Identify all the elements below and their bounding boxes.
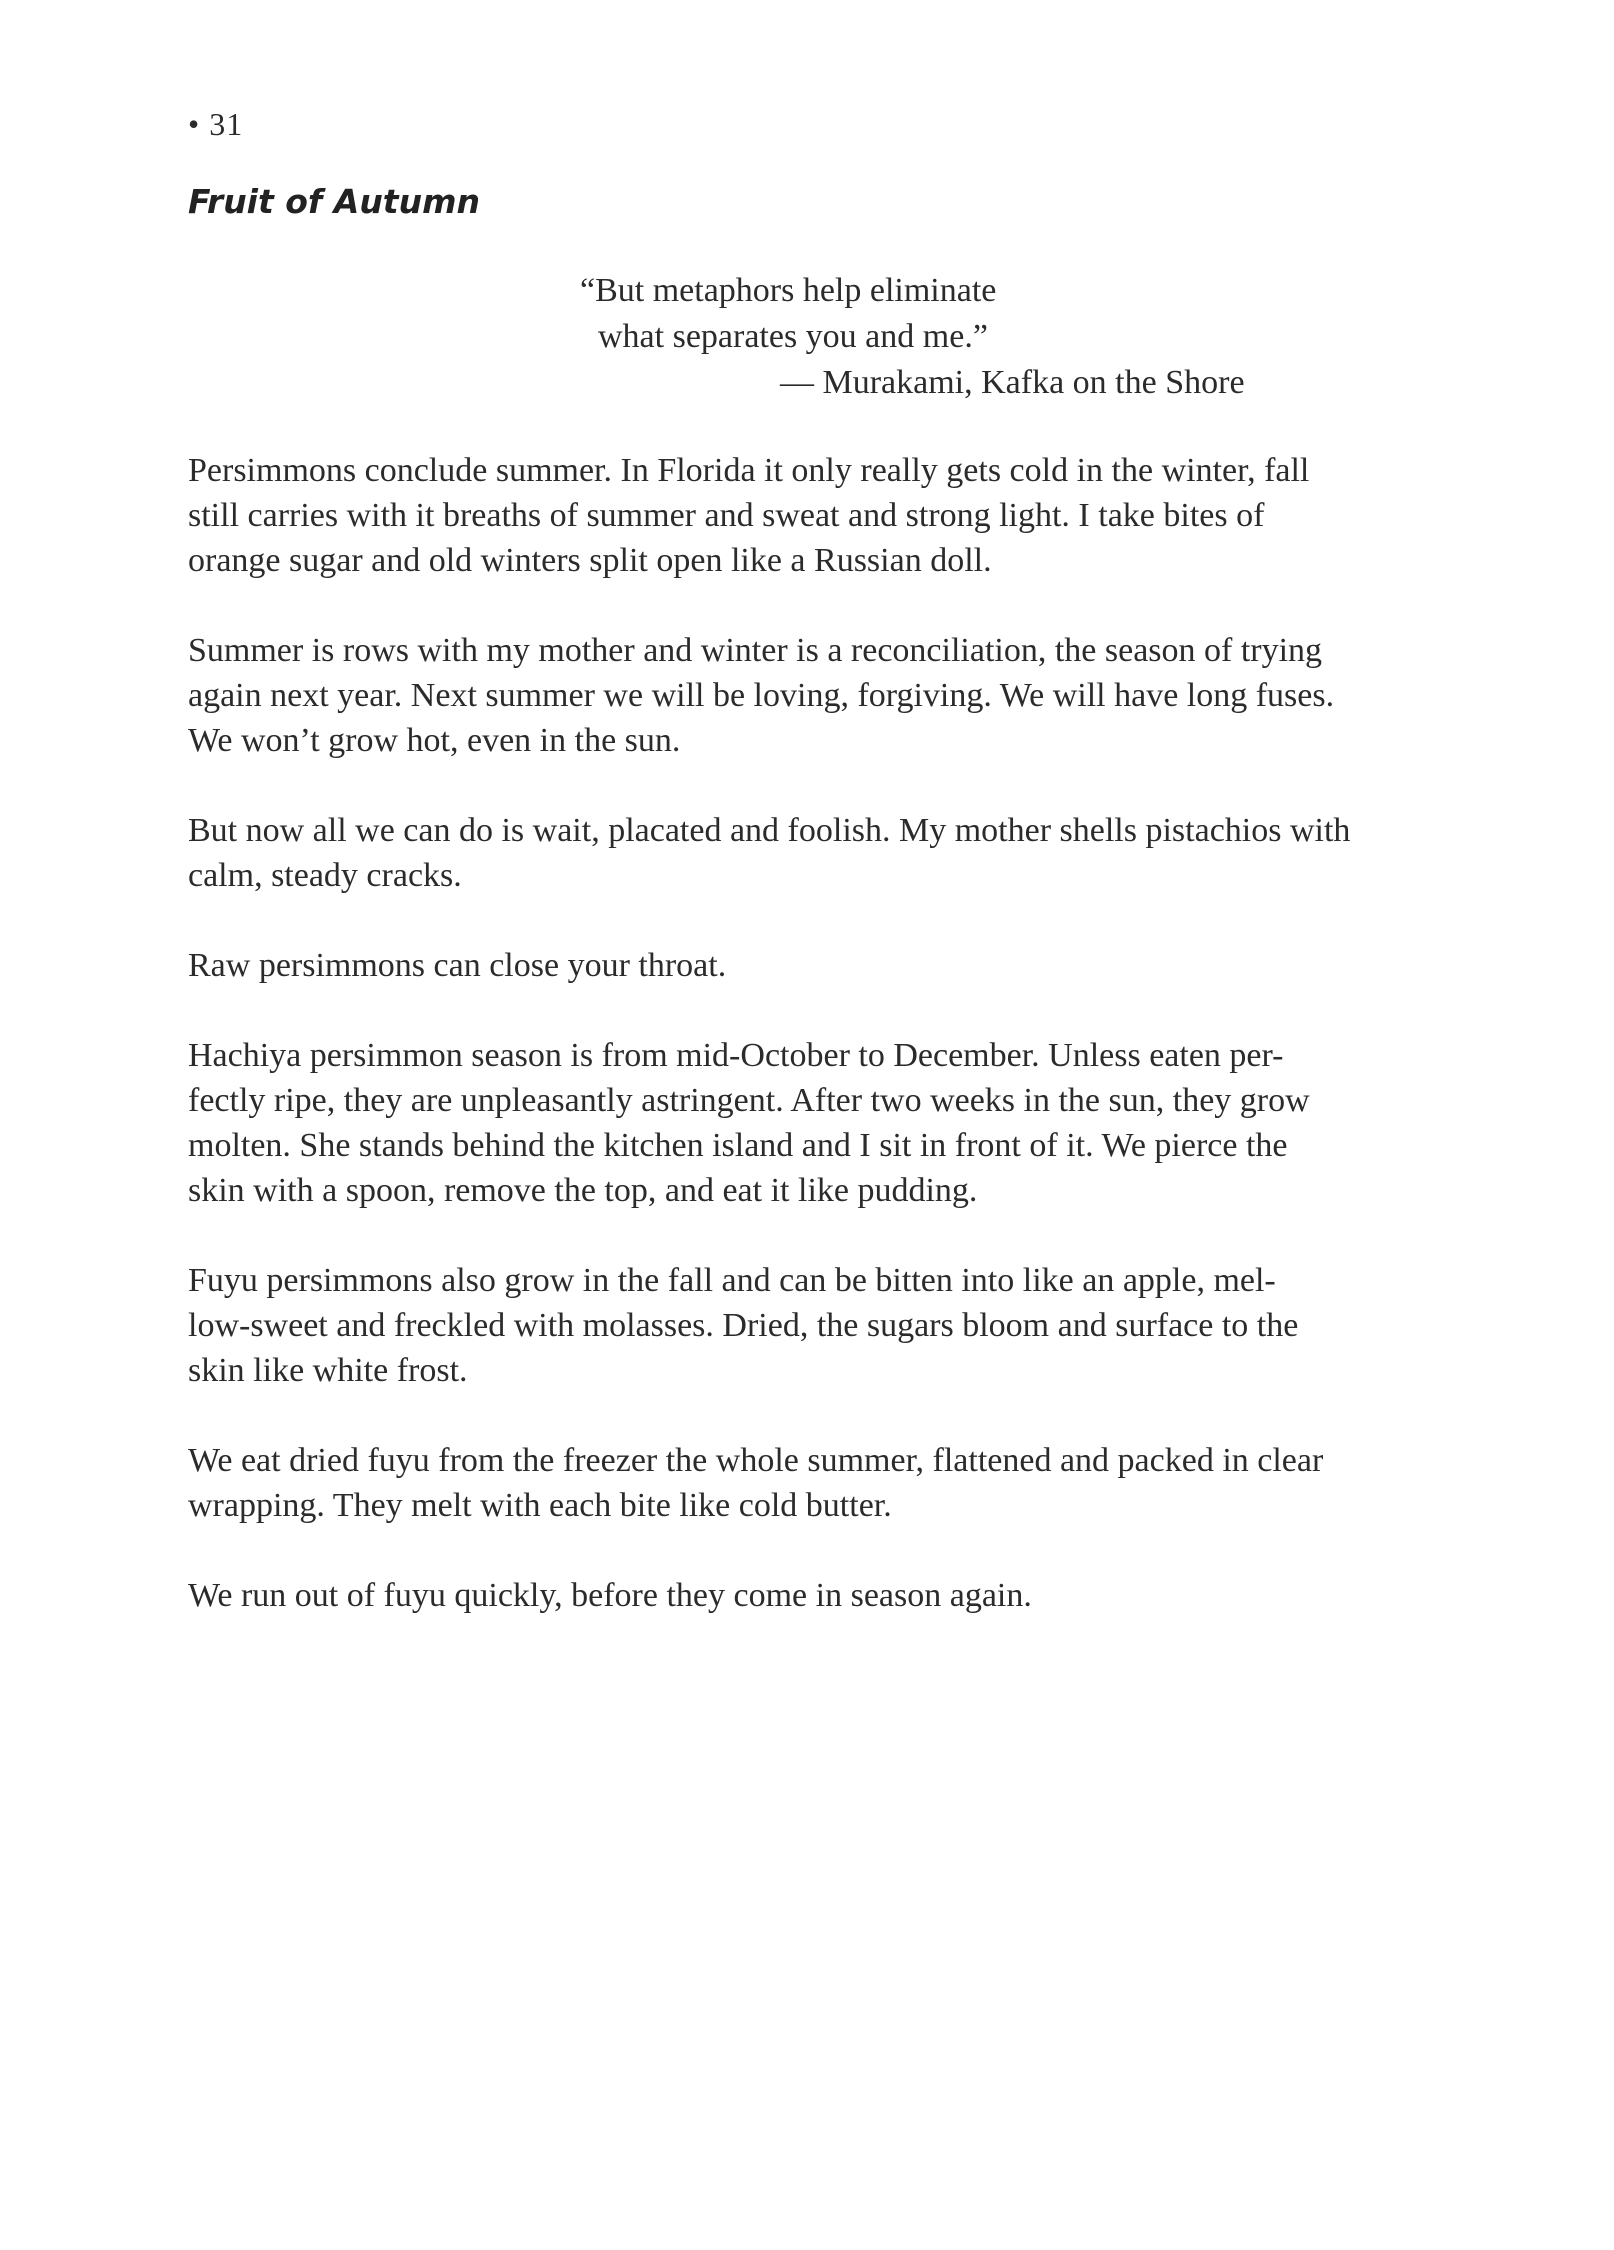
text-line: fectly ripe, they are unpleasantly astringent. After two weeks in the sun, they grow [188, 1082, 1310, 1119]
text-line: Fuyu persimmons also grow in the fall and can be bitten into like an apple, mel- [188, 1262, 1276, 1299]
text-line: Hachiya persimmon season is from mid-October to December. Unless eaten per- [188, 1037, 1284, 1074]
epigraph-line-2: what separates you and me.” [598, 318, 988, 355]
paragraph [188, 1258, 1428, 1393]
text-line: calm, steady cracks. [188, 857, 462, 894]
text-line: Persimmons conclude summer. In Florida it only really gets cold in the winter, fall [188, 452, 1310, 489]
paragraph [188, 1033, 1428, 1213]
paragraph [188, 1573, 1428, 1618]
text-line: again next year. Next summer we will be loving, forgiving. We will have long fuses. [188, 677, 1335, 714]
epigraph-attribution: — Murakami, Kafka on the Shore [780, 364, 1245, 401]
paragraph [188, 448, 1428, 583]
text-line: wrapping. They melt with each bite like cold butter. [188, 1487, 892, 1524]
text-line: But now all we can do is wait, placated and foolish. My mother shells pistachios with [188, 812, 1351, 849]
paragraph [188, 808, 1428, 898]
epigraph-line-1: “But metaphors help eliminate [580, 272, 997, 309]
text-line: skin with a spoon, remove the top, and eat it like pudding. [188, 1172, 978, 1209]
paragraph [188, 1438, 1428, 1528]
epigraph [580, 268, 1320, 406]
text-line: skin like white frost. [188, 1352, 468, 1389]
text-line: Raw persimmons can close your throat. [188, 947, 727, 984]
body-text [188, 448, 1428, 1663]
paragraph [188, 628, 1428, 763]
paragraph [188, 943, 1428, 988]
text-line: We won’t grow hot, even in the sun. [188, 722, 681, 759]
text-line: still carries with it breaths of summer and sweat and strong light. I take bites of [188, 497, 1265, 534]
text-line: molten. She stands behind the kitchen island and I sit in front of it. We pierce the [188, 1127, 1288, 1164]
text-line: Summer is rows with my mother and winter is a reconciliation, the season of trying [188, 632, 1323, 669]
page-title: Fruit of Autumn [188, 182, 480, 221]
text-line: We run out of fuyu quickly, before they come in season again. [188, 1577, 1032, 1614]
page-number: • 31 [188, 106, 244, 142]
text-line: low-sweet and freckled with molasses. Dried, the sugars bloom and surface to the [188, 1307, 1299, 1344]
text-line: We eat dried fuyu from the freezer the whole summer, flattened and packed in clear [188, 1442, 1324, 1479]
text-line: orange sugar and old winters split open like a Russian doll. [188, 542, 992, 579]
